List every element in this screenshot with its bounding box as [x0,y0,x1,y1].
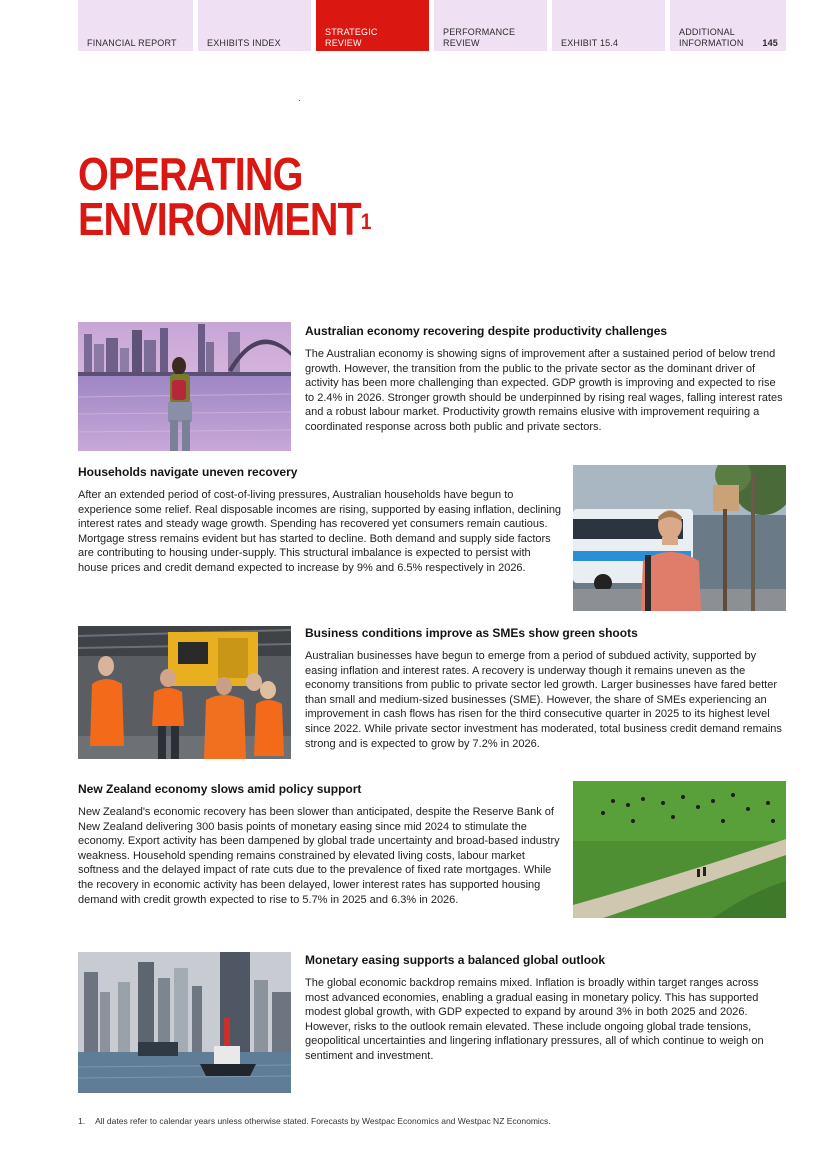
section-heading: Business conditions improve as SMEs show green shoots [305,626,638,640]
page-number: 145 [762,37,778,48]
photo-harbour-tugboat [78,952,291,1093]
footnote-ref: 1 [360,209,371,234]
section-global-outlook [305,953,785,1064]
footnote-text: All dates refer to calendar years unless otherwise stated. Forecasts by Westpac Economics and Westpac NZ Economics. [95,1116,551,1126]
photo-workers-hi-vis [78,626,291,759]
top-navigation [78,0,786,51]
section-body: The Australian economy is showing signs of improvement after a sustained period of below trend growth. However, the transition from the public to the private sector as the dominant driver of activity has been more challenging than expected. GDP growth is improving and expected to rise to 2.4% in 2026. Stronger growth should be underpinned by rising real wages, falling interest rates and a robust labour market. Productivity growth remains elusive with improvement requiring a coordinated response across both public and private sectors. [305,348,783,433]
section-heading: Monetary easing supports a balanced global outlook [305,953,606,967]
tab-exhibit-15-4[interactable]: EXHIBIT 15.4 [552,0,665,51]
stray-dot [299,100,300,101]
tab-additional-information[interactable]: ADDITIONAL INFORMATION 145 [670,0,786,51]
section-new-zealand [78,782,562,907]
section-heading: Australian economy recovering despite productivity challenges [305,324,668,338]
section-heading: New Zealand economy slows amid policy support [78,782,362,796]
photo-man-bus-stop [573,465,786,611]
tab-strategic-review[interactable]: STRATEGIC REVIEW [316,0,429,51]
section-body: Australian businesses have begun to emerge from a period of subdued activity, supported by easing inflation and interest rates. A recovery is underway though it remains uneven as the economy transitions from public to private sector led growth. Larger businesses have fared better than small and medium-sized businesses (SME). However, the share of SMEs experiencing an improvement in cash flows has risen for the third consecutive quarter in 2025 to its highest level since 2022. While private sector investment has moderated, total business credit demand remains strong and is expected to grow by 7.2% in 2026. [305,650,782,750]
section-body: New Zealand's economic recovery has been slower than anticipated, despite the Reserve Bank of New Zealand delivering 300 basis points of monetary easing since mid 2024 to stimulate the economy. Export activity has been dampened by global trade uncertainty and broad-based industry weakness. Household spending remains constrained by elevated living costs, labour market softness and the delayed impact of rate cuts due to the prevalence of fixed rate mortgages. While the recovery in economic activity has been delayed, lower interest rates has supported housing demand with credit growth expected to rise to 5.7% in 2025 and 6.3% in 2026. [78,806,560,906]
section-households [78,465,562,576]
page-title: OPERATING ENVIRONMENT$^1$ [78,148,371,245]
section-business-conditions [305,626,785,751]
photo-sydney-harbour [78,322,291,451]
tab-exhibits-index[interactable]: EXHIBITS INDEX [198,0,311,51]
section-australian-economy [305,324,785,435]
section-body: After an extended period of cost-of-living pressures, Australian households have begun to experience some relief. Real disposable incomes are rising, supported by easing inflation, declining interest rates and steady wage growth. Spending has recovered yet consumers remain cautious. Mortgage stress remains evident but has started to decline. Both demand and supply side factors are contributing to housing under-supply. This structural imbalance is expected to persist with house prices and credit demand expected to increase by 9% and 6.5% respectively in 2026. [78,489,562,574]
section-heading: Households navigate uneven recovery [78,465,298,479]
tab-performance-review[interactable]: PERFORMANCE REVIEW [434,0,547,51]
footnote-number: 1. [78,1116,86,1126]
footnote [78,1116,551,1126]
photo-nz-farmland [573,781,786,918]
tab-financial-report[interactable]: FINANCIAL REPORT [78,0,193,51]
section-body: The global economic backdrop remains mixed. Inflation is broadly within target ranges across most advanced economies, enabling a gradual easing in monetary policy. This has supported modest global growth, with GDP expected to expand by around 3% in both 2025 and 2026. However, risks to the outlook remain elevated. These include ongoing global trade tensions, geopolitical uncertainties and lingering inflationary pressures, all of which continue to weigh on sentiment and investment. [305,977,764,1062]
